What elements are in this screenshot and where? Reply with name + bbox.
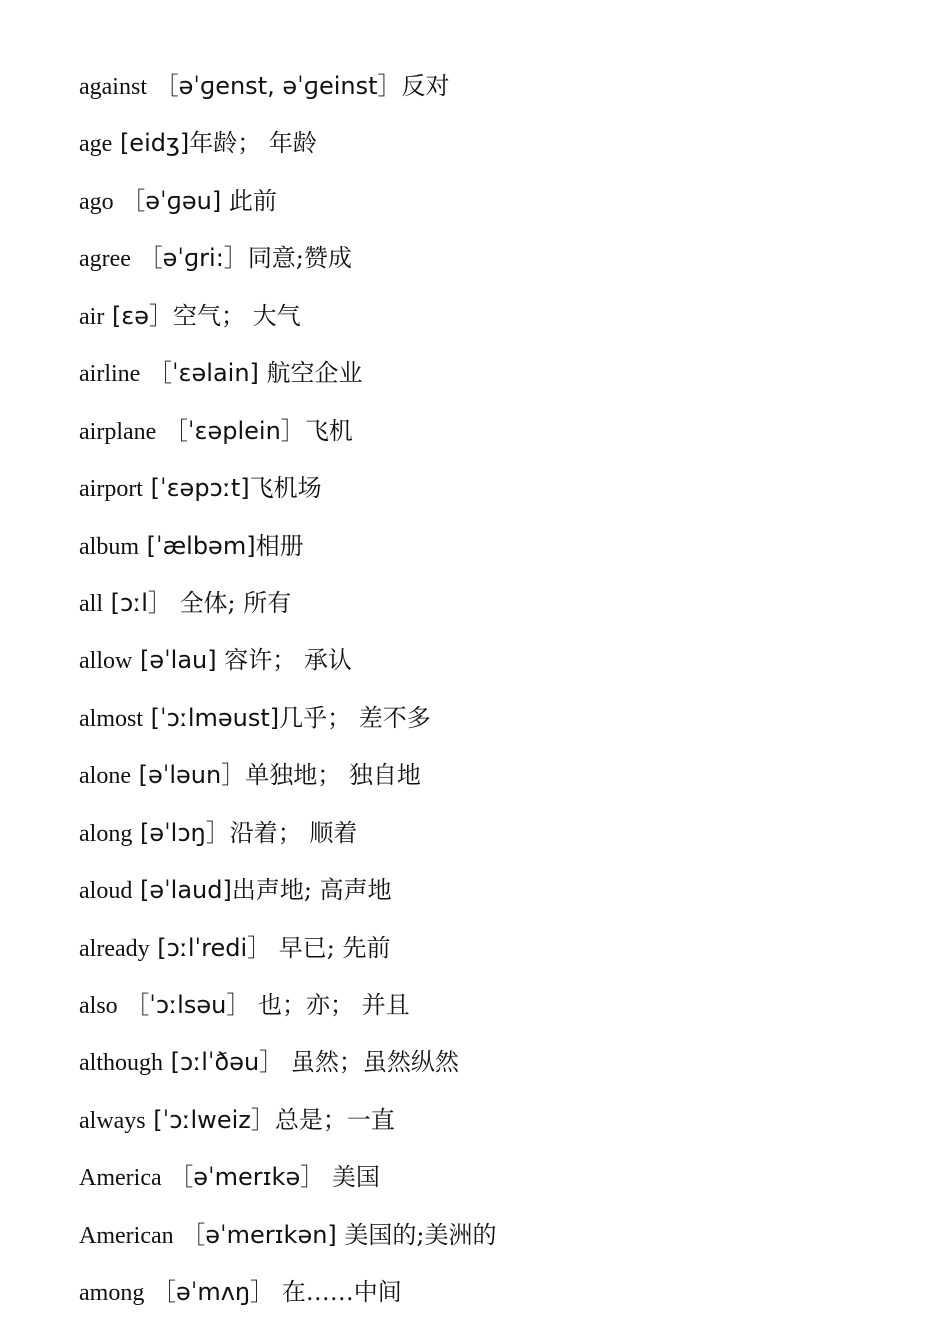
entry-phonetic: [əˈləun］ <box>130 761 246 790</box>
vocab-entry <box>79 1100 497 1157</box>
entry-phonetic: ［əˈmʌŋ］ <box>144 1278 282 1307</box>
entry-phonetic: ［əˈɡri:］ <box>130 244 248 273</box>
entry-phonetic: [əˈlɔŋ］ <box>132 818 230 847</box>
entry-phonetic: ［əˈmerɪkən] <box>173 1220 345 1249</box>
entry-word: airplane <box>79 418 157 445</box>
vocab-entry <box>79 583 497 640</box>
entry-phonetic: [ɔːlˈðəu］ <box>163 1048 291 1077</box>
entry-meaning: 美国的;美洲的 <box>344 1220 497 1249</box>
entry-meaning: 沿着； 顺着 <box>229 818 358 847</box>
entry-phonetic: [ˈɛəpɔːt] <box>142 474 250 503</box>
vocab-entry <box>79 1157 497 1214</box>
entry-word: ago <box>79 188 114 215</box>
entry-word: America <box>79 1165 162 1192</box>
entry-phonetic: [əˈlaud] <box>132 876 232 905</box>
vocab-entry <box>79 123 497 180</box>
entry-word: album <box>79 533 139 560</box>
entry-phonetic: ［ˈɛəplein］ <box>156 416 305 445</box>
entry-phonetic: ［əˈɡəu] <box>113 186 229 215</box>
entry-phonetic: [ɛə］ <box>104 301 174 330</box>
entry-meaning: 空气； 大气 <box>173 301 301 330</box>
vocab-entry <box>79 698 497 755</box>
entry-word: always <box>79 1107 146 1134</box>
vocab-entry <box>79 66 497 123</box>
entry-word: airline <box>79 361 141 388</box>
vocab-entry <box>79 1215 497 1272</box>
entry-phonetic: ［əˈmerɪkə］ <box>161 1163 332 1192</box>
entry-meaning: 总是；一直 <box>274 1105 395 1134</box>
entry-meaning: 早已; 先前 <box>278 933 391 962</box>
entry-word: also <box>79 993 118 1019</box>
entry-meaning: 出声地; 高声地 <box>231 876 392 905</box>
entry-word: among <box>79 1280 145 1307</box>
entry-word: allow <box>79 648 133 675</box>
entry-word: along <box>79 820 133 847</box>
entry-phonetic: [ˈɔːlməust] <box>143 703 280 732</box>
entry-word: already <box>79 935 150 962</box>
vocabulary-list <box>79 66 497 1330</box>
vocab-entry <box>79 526 497 583</box>
entry-word: agree <box>79 246 131 273</box>
vocab-entry <box>79 928 497 985</box>
entry-meaning: 年龄； 年龄 <box>189 129 317 158</box>
entry-meaning: 飞机 <box>304 416 353 445</box>
entry-meaning: 全体; 所有 <box>179 588 292 617</box>
vocab-entry <box>79 870 497 927</box>
entry-word: age <box>79 131 113 158</box>
entry-meaning: 相册 <box>255 531 304 560</box>
entry-meaning: 美国 <box>331 1163 380 1192</box>
entry-meaning: 航空企业 <box>266 359 363 388</box>
vocab-entry <box>79 755 497 812</box>
entry-phonetic: ［əˈɡenst, əˈɡeinst］ <box>146 72 402 100</box>
entry-meaning: 也；亦； 并且 <box>257 991 410 1019</box>
entry-phonetic: [eidʒ] <box>112 129 190 158</box>
entry-phonetic: [əˈlau] <box>132 646 225 675</box>
entry-meaning: 同意;赞成 <box>247 244 352 273</box>
entry-phonetic: ［ˈɛəlain] <box>140 359 267 388</box>
vocab-entry <box>79 640 497 697</box>
entry-word: although <box>79 1050 163 1077</box>
vocab-entry <box>79 181 497 238</box>
entry-meaning: 虽然；虽然纵然 <box>290 1048 459 1077</box>
entry-word: almost <box>79 705 143 732</box>
entry-meaning: 容许； 承认 <box>224 646 352 675</box>
entry-word: all <box>79 590 103 617</box>
entry-meaning: 反对 <box>401 72 450 100</box>
vocab-entry <box>79 1272 497 1329</box>
vocab-entry <box>79 353 497 410</box>
vocab-entry <box>79 296 497 353</box>
entry-phonetic: [ˈælbəm] <box>139 531 256 560</box>
entry-meaning: 单独地； 独自地 <box>245 761 421 790</box>
entry-word: against <box>79 74 147 100</box>
entry-meaning: 此前 <box>228 186 277 215</box>
entry-phonetic: [ɔːlˈredi］ <box>149 933 279 962</box>
vocab-entry <box>79 813 497 870</box>
vocab-entry <box>79 1042 497 1099</box>
entry-meaning: 在……中间 <box>281 1278 402 1307</box>
vocab-entry <box>79 985 497 1042</box>
entry-word: aloud <box>79 878 133 905</box>
entry-phonetic: ［ˈɔːlsəu］ <box>117 991 258 1019</box>
entry-word: air <box>79 303 105 330</box>
vocab-entry <box>79 411 497 468</box>
entry-meaning: 飞机场 <box>249 474 322 503</box>
entry-phonetic: [ˈɔːlweiz］ <box>145 1105 275 1134</box>
vocab-entry <box>79 468 497 525</box>
entry-word: airport <box>79 476 143 503</box>
entry-meaning: 几乎； 差不多 <box>279 703 431 732</box>
entry-word: American <box>79 1222 174 1249</box>
vocab-entry <box>79 238 497 295</box>
entry-phonetic: [ɔːl］ <box>103 588 180 617</box>
entry-word: alone <box>79 763 131 790</box>
